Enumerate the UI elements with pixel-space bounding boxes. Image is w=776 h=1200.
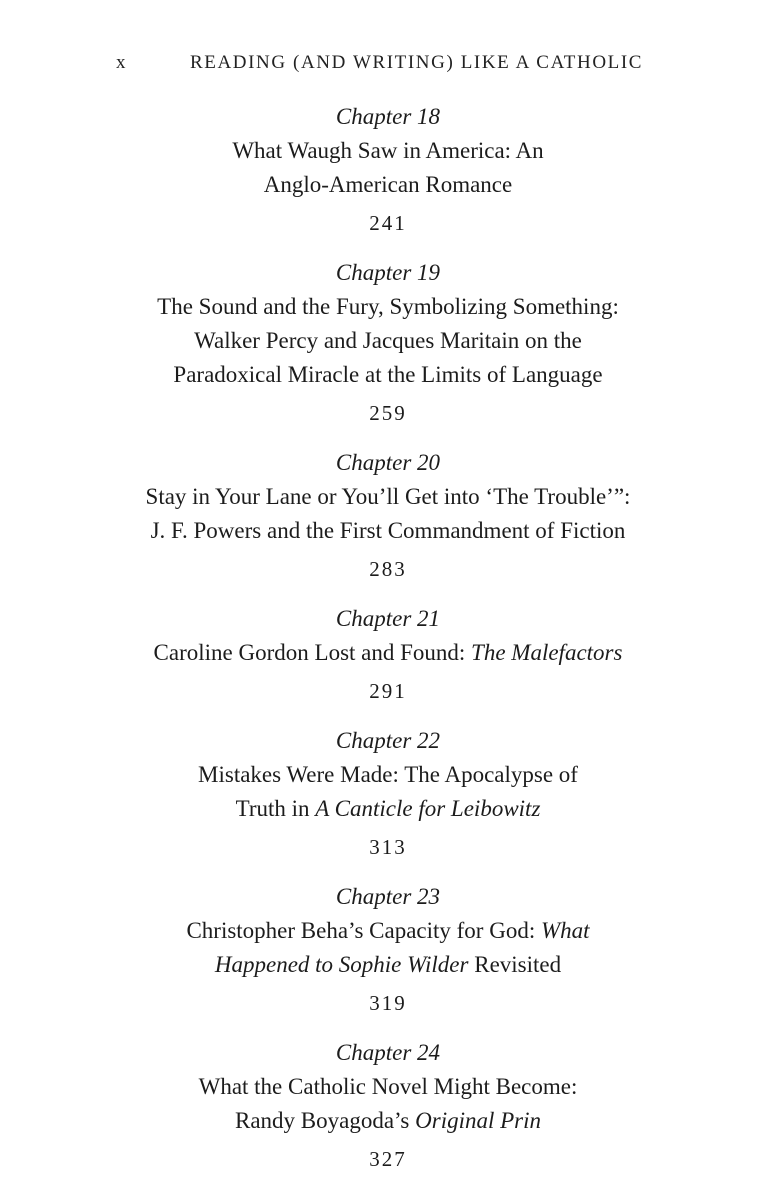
chapter-title-line [0, 290, 776, 324]
title-segment: Revisited [468, 952, 562, 977]
italic-title-segment: The Malefactors [471, 640, 623, 665]
title-segment: Walker Percy and Jacques Maritain on the [194, 328, 582, 353]
title-segment: Christopher Beha’s Capacity for God: [186, 918, 541, 943]
chapter-page-number: 241 [369, 211, 407, 235]
chapter-label: Chapter 18 [335, 104, 441, 129]
chapter-title-line [0, 134, 776, 168]
chapter-title-line [0, 1070, 776, 1104]
title-segment: Stay in Your Lane or You’ll Get into ‘The Trouble’”: [145, 484, 631, 509]
title-segment: The Sound and the Fury, Symbolizing Something: [157, 294, 619, 319]
chapter-title-line [0, 792, 776, 826]
chapter-page-number: 283 [369, 557, 407, 581]
chapter-title-line [0, 514, 776, 548]
chapter-label: Chapter 22 [335, 728, 441, 753]
title-segment: Mistakes Were Made: The Apocalypse of [198, 762, 578, 787]
title-segment: What the Catholic Novel Might Become: [198, 1074, 578, 1099]
italic-title-segment: What [540, 918, 590, 943]
chapter-title-line [0, 948, 776, 982]
chapter-page-number: 291 [369, 679, 407, 703]
chapter-page-number: 319 [369, 991, 407, 1015]
chapter-label: Chapter 23 [335, 884, 441, 909]
title-segment: Caroline Gordon Lost and Found: [153, 640, 472, 665]
chapter-page-number: 313 [369, 835, 407, 859]
title-segment: Paradoxical Miracle at the Limits of Language [173, 362, 603, 387]
chapter-title-line [0, 358, 776, 392]
chapter-title-line [0, 758, 776, 792]
title-segment: What Waugh Saw in America: An [232, 138, 544, 163]
chapter-title-line [0, 480, 776, 514]
title-segment: Randy Boyagoda’s [234, 1108, 416, 1133]
title-segment: Truth in [235, 796, 316, 821]
chapter-title-line [0, 914, 776, 948]
toc-entry [0, 724, 776, 864]
toc-entry [0, 1036, 776, 1176]
chapter-title-line [0, 324, 776, 358]
toc-entry [0, 100, 776, 240]
table-of-contents [0, 100, 776, 1192]
page-number: x [116, 52, 128, 73]
chapter-page-number: 327 [369, 1147, 407, 1171]
chapter-title-line [0, 168, 776, 202]
running-head [0, 52, 776, 78]
chapter-label: Chapter 20 [335, 450, 441, 475]
book-title: READING (AND WRITING) LIKE A CATHOLIC [190, 52, 644, 73]
toc-entry [0, 602, 776, 708]
toc-entry [0, 446, 776, 586]
chapter-title-line [0, 636, 776, 670]
chapter-label: Chapter 19 [335, 260, 441, 285]
title-segment: Anglo-American Romance [263, 172, 513, 197]
italic-title-segment: Original Prin [415, 1108, 542, 1133]
chapter-label: Chapter 24 [335, 1040, 441, 1065]
toc-entry [0, 256, 776, 430]
toc-entry [0, 880, 776, 1020]
chapter-page-number: 259 [369, 401, 407, 425]
italic-title-segment: Happened to Sophie Wilder [214, 952, 469, 977]
chapter-title-line [0, 1104, 776, 1138]
title-segment: J. F. Powers and the First Commandment of Fiction [150, 518, 626, 543]
chapter-label: Chapter 21 [335, 606, 441, 631]
italic-title-segment: A Canticle for Leibowitz [315, 796, 541, 821]
